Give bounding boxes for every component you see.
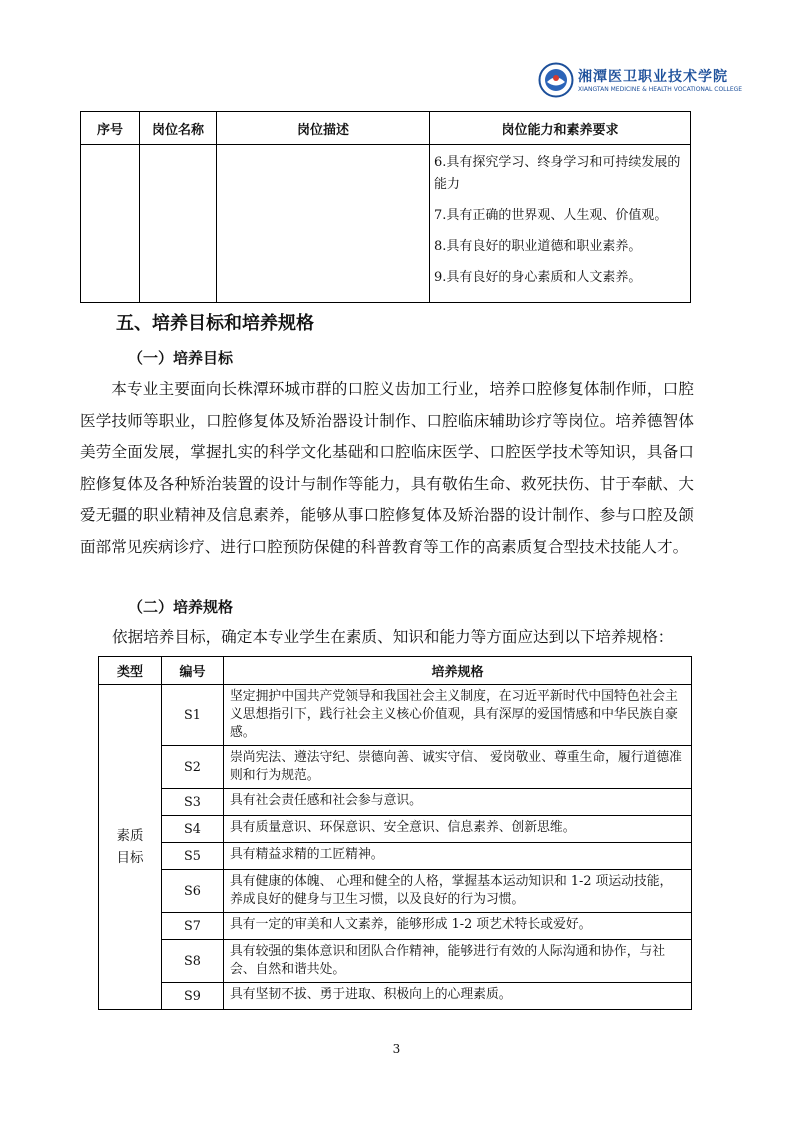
spec-code: S9 (162, 983, 224, 1010)
spec-code: S5 (162, 843, 224, 870)
specs-intro-paragraph: 依据培养目标，确定本专业学生在素质、知识和能力等方面应达到以下培养规格： (112, 628, 674, 646)
cell-no (81, 145, 140, 303)
table-row (99, 870, 692, 913)
category-line: 素质 (116, 828, 144, 844)
college-emblem-icon (538, 62, 574, 98)
specs-table (98, 656, 692, 1010)
spec-code: S6 (162, 870, 224, 913)
goals-paragraph: 本专业主要面向长株潭环城市群的口腔义齿加工行业，培养口腔修复体制作师，口腔医学技师等职业，口腔修复体及矫治器设计制作、口腔临床辅助诊疗等岗位。培养德智体美劳全面发展，掌握扎实的科学文化基础和口腔临床医学、口腔医学技术等知识，具备口腔修复体及各种矫治装置的设计与制作等能力，具有敬佑生命、救死扶伤、甘于奉献、大爱无疆的职业精神及信息素养，能够从事口腔修复体及矫治器的设计制作、参与口腔及颌面部常见疾病诊疗、进行口腔预防保健的科普教育等工作的高素质复合型技术技能人才。 (80, 380, 694, 556)
spec-text: 具有质量意识、环保意识、安全意识、信息素养、创新思维。 (224, 816, 692, 843)
job-table-header (81, 112, 691, 145)
cell-requirements (430, 145, 691, 303)
spec-code: S2 (162, 746, 224, 789)
col-header-no: 序号 (81, 112, 140, 145)
cell-job-name (140, 145, 217, 303)
section-title: 五、培养目标和培养规格 (116, 313, 314, 334)
spec-text: 具有社会责任感和社会参与意识。 (224, 789, 692, 816)
spec-code: S4 (162, 816, 224, 843)
table-row (99, 685, 692, 746)
requirement-item: 7.具有正确的世界观、人生观、价值观。 (434, 208, 668, 223)
table-row (99, 816, 692, 843)
table-row (99, 746, 692, 789)
logo-chinese-name: 湘潭医卫职业技术学院 (578, 69, 728, 85)
spec-text: 具有坚韧不拔、勇于进取、积极向上的心理素质。 (224, 983, 692, 1010)
requirement-item: 8.具有良好的职业道德和职业素养。 (434, 239, 642, 254)
spec-text: 具有较强的集体意识和团队合作精神，能够进行有效的人际沟通和协作，与社会、自然和谐共处。 (224, 940, 692, 983)
col-header-job-name: 岗位名称 (140, 112, 217, 145)
col-header-requirements: 岗位能力和素养要求 (430, 112, 691, 145)
table-row (99, 843, 692, 870)
cell-job-desc (217, 145, 430, 303)
table-row (99, 940, 692, 983)
table-row (99, 789, 692, 816)
table-row (99, 913, 692, 940)
spec-text: 坚定拥护中国共产党领导和我国社会主义制度，在习近平新时代中国特色社会主义思想指引下，践行社会主义核心价值观，具有深厚的爱国情感和中华民族自豪感。 (224, 685, 692, 746)
requirement-item: 6.具有探究学习、终身学习和可持续发展的能力 (434, 155, 681, 192)
subsection-title-specs: （二）培养规格 (128, 598, 234, 616)
spec-code: S3 (162, 789, 224, 816)
page-number: 3 (392, 1042, 401, 1056)
col-header-job-desc: 岗位描述 (217, 112, 430, 145)
spec-text: 崇尚宪法、遵法守纪、崇德向善、诚实守信、 爱岗敬业、尊重生命，履行道德准则和行为规范。 (224, 746, 692, 789)
category-line: 目标 (116, 850, 144, 866)
job-table (80, 111, 691, 303)
col-header-spec: 培养规格 (224, 657, 692, 685)
logo-english-name: XIANGTAN MEDICINE & HEALTH VOCATIONAL COLLEGE (578, 86, 743, 93)
spec-code: S7 (162, 913, 224, 940)
college-logo (538, 62, 743, 106)
spec-code: S8 (162, 940, 224, 983)
spec-text: 具有健康的体魄、 心理和健全的人格，掌握基本运动知识和 1-2 项运动技能，养成良好的健身与卫生习惯，以及良好的行为习惯。 (224, 870, 692, 913)
col-header-type: 类型 (99, 657, 162, 685)
specs-table-header (99, 657, 692, 685)
spec-text: 具有精益求精的工匠精神。 (224, 843, 692, 870)
table-row (99, 983, 692, 1010)
subsection-title-goals: （一）培养目标 (128, 349, 234, 367)
col-header-code: 编号 (162, 657, 224, 685)
spec-code: S1 (162, 685, 224, 746)
table-row (81, 145, 691, 303)
category-cell (99, 685, 162, 1010)
requirement-item: 9.具有良好的身心素质和人文素养。 (434, 270, 642, 285)
spec-text: 具有一定的审美和人文素养，能够形成 1-2 项艺术特长或爱好。 (224, 913, 692, 940)
